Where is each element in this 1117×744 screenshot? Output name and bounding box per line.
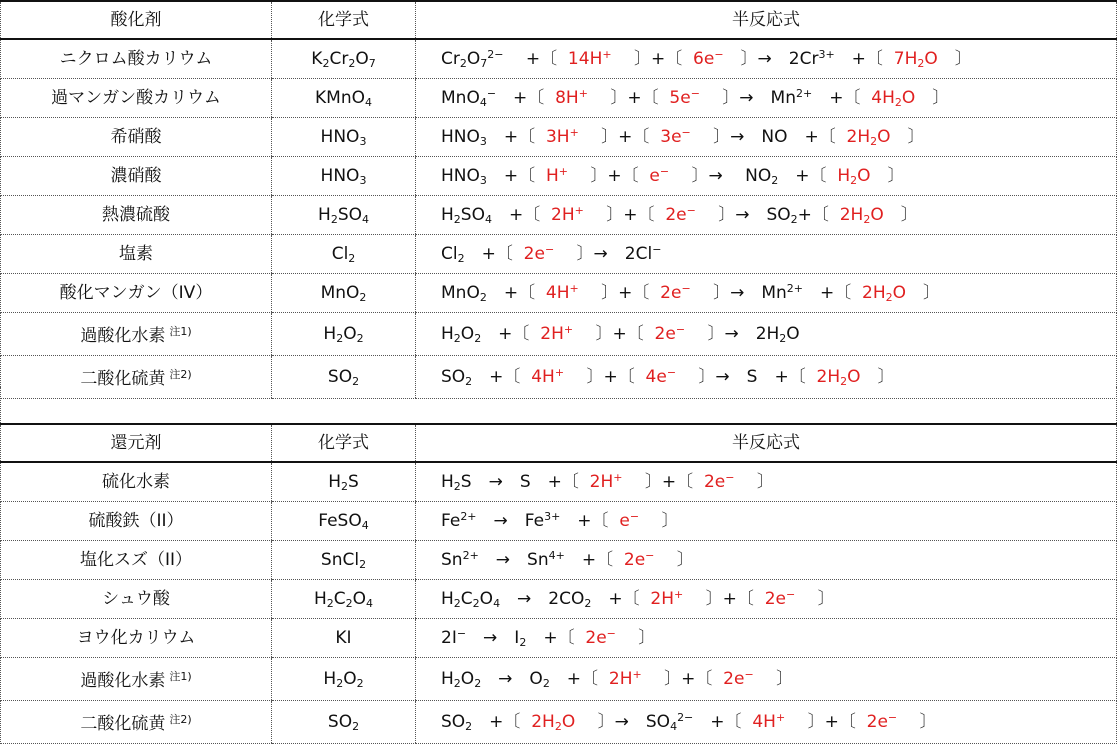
answer-term: 14H+	[562, 48, 612, 69]
chemical-formula: $H_2SO_4$	[272, 196, 416, 235]
header-agent: 還元剤	[1, 424, 272, 462]
answer-term: 4e−	[640, 366, 677, 387]
agent-name	[1, 502, 272, 541]
reducer-row	[1, 701, 1117, 744]
half-reaction: MnO$_4$− +〔 8H+ 〕+〔 5e− 〕→ $Mn^{2+}$ +〔 $4H_2O$ 〕	[416, 79, 1117, 118]
chemical-formula: $H_2O_2$	[272, 658, 416, 701]
agent-name	[1, 235, 272, 274]
half-reaction: $HNO_3$ +〔 H+ 〕+〔 e− 〕→ $NO_2$ +〔 $H_2O$ 〕	[416, 157, 1117, 196]
half-reaction: $Cr_2O_7^{2-}$ +〔 14H+ 〕+〔 6e− 〕→ $2Cr^{3+}$ +〔 $7H_2O$ 〕	[416, 39, 1117, 79]
half-reaction: MnO$_2$ +〔 4H+ 〕+〔 2e− 〕→ $Mn^{2+}$ +〔 $2H_2O$ 〕	[416, 274, 1117, 313]
chemical-formula: FeSO$_4$	[272, 502, 416, 541]
agent-name	[1, 658, 272, 701]
answer-term: $2H_2O$	[834, 205, 884, 226]
table-gap	[0, 387, 1117, 423]
answer-term: 2e−	[759, 588, 796, 609]
agent-name-text: 過マンガン酸カリウム	[51, 88, 221, 108]
reducer-header-row	[1, 424, 1117, 462]
answer-term: 2H+	[603, 668, 642, 689]
answer-term: 2H+	[584, 471, 623, 492]
answer-term: 2e−	[518, 243, 555, 264]
agent-name	[1, 274, 272, 313]
chemical-formula: SnCl$_2$	[272, 541, 416, 580]
agent-name	[1, 79, 272, 118]
oxidizer-row	[1, 235, 1117, 274]
reducer-table	[0, 423, 1117, 744]
agent-name	[1, 313, 272, 356]
agent-name	[1, 196, 272, 235]
agent-name	[1, 157, 272, 196]
header-agent: 酸化剤	[1, 1, 272, 39]
agent-name-text: 硫化水素	[102, 472, 170, 492]
answer-term: $7H_2O$	[888, 49, 938, 70]
answer-term: $H_2O$	[831, 166, 871, 187]
chemical-formula: $HNO_3$	[272, 157, 416, 196]
answer-term: 5e−	[664, 87, 700, 108]
answer-term: 2e−	[654, 282, 691, 303]
chemical-formula: $H_2S$	[272, 462, 416, 502]
half-reaction: $SO_2$ +〔 4H+ 〕+〔 4e− 〕→ S +〔 $2H_2O$ 〕	[416, 356, 1117, 399]
answer-term: 4H+	[540, 282, 579, 303]
chemical-formula: $SO_2$	[272, 701, 416, 744]
answer-term: 8H+	[549, 87, 588, 108]
footnote-marker: 注2)	[169, 368, 192, 381]
chemical-formula: $H_2O_2$	[272, 313, 416, 356]
half-reaction: $HNO_3$ +〔 3H+ 〕+〔 3e− 〕→ NO +〔 $2H_2O$ 〕	[416, 118, 1117, 157]
answer-term: $2H_2O$	[841, 127, 891, 148]
agent-name	[1, 39, 272, 79]
chemical-formula: MnO$_2$	[272, 274, 416, 313]
half-reaction: $H_2C_2O_4$ → $2CO_2$ +〔 2H+ 〕+〔 2e− 〕	[416, 580, 1117, 619]
half-reaction: $SO_2$ +〔 $2H_2O$ 〕→ $SO_4^{2-}$ +〔 4H+ 〕+〔 2e− 〕	[416, 701, 1117, 744]
half-reaction: $Fe^{2+}$ → $Fe^{3+}$ +〔 e− 〕	[416, 502, 1117, 541]
answer-term: 2H+	[545, 204, 584, 225]
header-reaction: 半反応式	[416, 424, 1117, 462]
chemical-formula: $Cl_2$	[272, 235, 416, 274]
answer-term: 2e−	[698, 471, 735, 492]
chemical-formula: KMnO$_4$	[272, 79, 416, 118]
agent-name-text: 希硝酸	[110, 127, 162, 147]
oxidizer-row	[1, 274, 1117, 313]
header-formula: 化学式	[272, 424, 416, 462]
agent-name-text: 過酸化水素	[80, 326, 166, 346]
header-formula: 化学式	[272, 1, 416, 39]
chemical-formula: $K_2Cr_2O_7$	[272, 39, 416, 79]
answer-term: 2e−	[717, 668, 754, 689]
agent-name-text: ニクロム酸カリウム	[59, 49, 213, 69]
answer-term: 2e−	[861, 711, 898, 732]
agent-name-text: 過酸化水素	[80, 671, 166, 691]
oxidizer-row	[1, 39, 1117, 79]
agent-name	[1, 580, 272, 619]
agent-name-text: 塩化スズ（II）	[79, 550, 193, 570]
reducer-row	[1, 658, 1117, 701]
answer-term: 2e−	[618, 549, 655, 570]
answer-term: 2e−	[649, 323, 686, 344]
answer-term: 4H+	[525, 366, 565, 387]
footnote-marker: 注1)	[169, 325, 192, 338]
agent-name	[1, 619, 272, 658]
agent-name-text: シュウ酸	[102, 589, 170, 609]
chemical-formula: KI	[272, 619, 416, 658]
chemical-formula: $HNO_3$	[272, 118, 416, 157]
half-reaction: $Sn^{2+}$ → $Sn^{4+}$ +〔 2e− 〕	[416, 541, 1117, 580]
footnote-marker: 注1)	[169, 670, 192, 683]
footnote-marker: 注2)	[169, 713, 192, 726]
agent-name-text: 酸化マンガン（IV）	[59, 283, 213, 303]
answer-term: 2H+	[534, 323, 574, 344]
agent-name-text: 塩素	[119, 244, 153, 264]
half-reaction: $H_2O_2$ → $O_2$ +〔 2H+ 〕+〔 2e− 〕	[416, 658, 1117, 701]
oxidizer-row	[1, 79, 1117, 118]
oxidizer-row	[1, 118, 1117, 157]
oxidizer-row	[1, 313, 1117, 356]
header-reaction: 半反応式	[416, 1, 1117, 39]
half-reaction: $H_2S$ → S +〔 2H+ 〕+〔 2e− 〕	[416, 462, 1117, 502]
agent-name-text: 二酸化硫黄	[80, 714, 166, 734]
oxidizer-row	[1, 196, 1117, 235]
oxidizer-header-row	[1, 1, 1117, 39]
chemical-formula: $SO_2$	[272, 356, 416, 399]
chemical-formula: $H_2C_2O_4$	[272, 580, 416, 619]
answer-term: $2H_2O$	[811, 367, 861, 388]
answer-term: 3e−	[654, 126, 691, 147]
answer-term: $2H_2O$	[856, 283, 907, 304]
answer-term: e−	[644, 165, 670, 186]
agent-name	[1, 541, 272, 580]
agent-name-text: 硫酸鉄（II）	[88, 511, 184, 531]
agent-name-text: ヨウ化カリウム	[76, 628, 196, 648]
reducer-row	[1, 541, 1117, 580]
half-reaction: $H_2O_2$ +〔 2H+ 〕+〔 2e− 〕→ $2H_2O$	[416, 313, 1117, 356]
answer-term: 4H+	[746, 711, 786, 732]
reducer-row	[1, 580, 1117, 619]
half-reaction: 2I− → $I_2$ +〔 2e− 〕	[416, 619, 1117, 658]
answer-term: 6e−	[687, 48, 724, 69]
answer-term: 2H+	[645, 588, 684, 609]
reducer-row	[1, 619, 1117, 658]
agent-name	[1, 118, 272, 157]
answer-term: 2e−	[659, 204, 696, 225]
answer-term: 3H+	[540, 126, 579, 147]
reducer-row	[1, 502, 1117, 541]
agent-name-text: 熱濃硫酸	[102, 205, 170, 225]
answer-term: e−	[613, 510, 640, 531]
answer-term: $4H_2O$	[865, 88, 916, 109]
answer-term: 2e−	[579, 627, 616, 648]
oxidizer-row	[1, 157, 1117, 196]
reducer-row	[1, 462, 1117, 502]
answer-term: H+	[540, 165, 568, 186]
answer-term: $2H_2O$	[525, 712, 576, 733]
agent-name	[1, 462, 272, 502]
half-reaction: $Cl_2$ +〔 2e− 〕→ 2Cl−	[416, 235, 1117, 274]
agent-name	[1, 701, 272, 744]
agent-name-text: 濃硝酸	[110, 166, 162, 186]
half-reaction: $H_2SO_4$ +〔 2H+ 〕+〔 2e− 〕→ $SO_2+$〔 $2H_2O$ 〕	[416, 196, 1117, 235]
agent-name-text: 二酸化硫黄	[80, 369, 166, 389]
